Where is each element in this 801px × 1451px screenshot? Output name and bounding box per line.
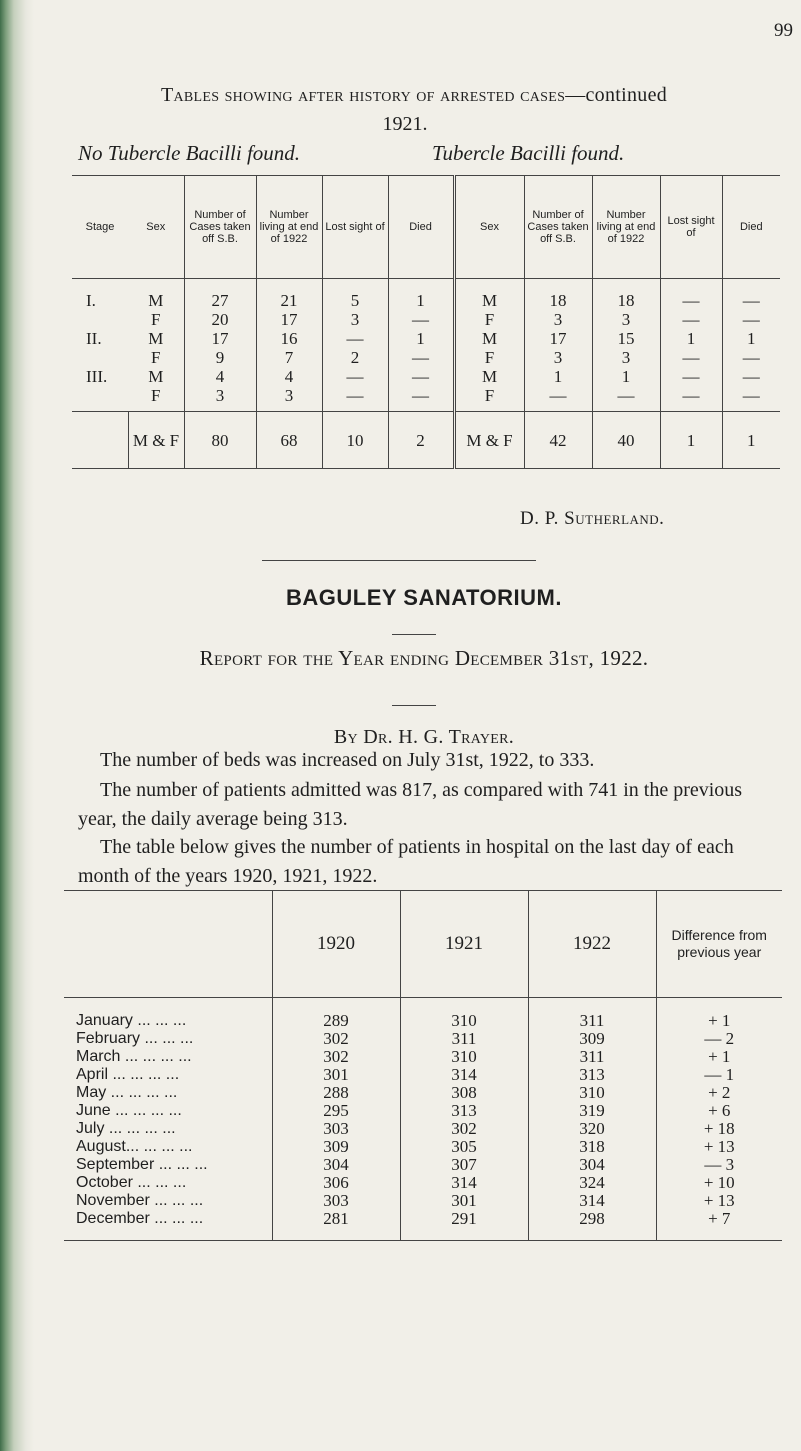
table-cell: 2 bbox=[388, 412, 454, 469]
table-cell: 324 bbox=[528, 1174, 656, 1192]
table-cell: 1 bbox=[592, 367, 660, 386]
table-cell: + 18 bbox=[656, 1120, 782, 1138]
table-cell: 313 bbox=[528, 1066, 656, 1084]
col-header: 1922 bbox=[528, 891, 656, 998]
table-cell: 3 bbox=[184, 386, 256, 412]
table-cell: — bbox=[660, 348, 722, 367]
table-header-row bbox=[72, 176, 780, 279]
table-cell: 301 bbox=[272, 1066, 400, 1084]
month-cell: July ... ... ... ... bbox=[76, 1120, 176, 1137]
table-cell: 303 bbox=[272, 1120, 400, 1138]
table-cell: 4 bbox=[184, 367, 256, 386]
table-cell: 310 bbox=[528, 1084, 656, 1102]
table-cell: II. bbox=[86, 329, 102, 348]
table-cell: 311 bbox=[528, 998, 656, 1031]
table-cell: 1 bbox=[660, 412, 722, 469]
col-header bbox=[64, 891, 272, 998]
table-cell bbox=[72, 386, 128, 412]
table-row bbox=[64, 1174, 782, 1192]
table-cell: 313 bbox=[400, 1102, 528, 1120]
table-cell: + 13 bbox=[656, 1192, 782, 1210]
table-cell: 3 bbox=[592, 348, 660, 367]
table-cell: — 1 bbox=[656, 1066, 782, 1084]
col-header: Difference from previous year bbox=[656, 891, 782, 998]
table-cell: 3 bbox=[524, 310, 592, 329]
table-cell: 40 bbox=[592, 412, 660, 469]
table-cell: — bbox=[660, 367, 722, 386]
table-row bbox=[64, 1192, 782, 1210]
table-cell: 311 bbox=[400, 1030, 528, 1048]
col-header: Sex bbox=[454, 176, 524, 279]
table-cell: 42 bbox=[524, 412, 592, 469]
table-cell: 281 bbox=[272, 1210, 400, 1241]
table-cell: — bbox=[660, 386, 722, 412]
table-cell: III. bbox=[86, 367, 108, 386]
table-cell: 306 bbox=[272, 1174, 400, 1192]
table-cell: — bbox=[524, 386, 592, 412]
table-row bbox=[64, 1102, 782, 1120]
short-divider bbox=[392, 705, 436, 706]
table-cell: — bbox=[722, 348, 780, 367]
table-row bbox=[72, 329, 780, 348]
table-cell: 302 bbox=[272, 1030, 400, 1048]
table-cell: + 7 bbox=[656, 1210, 782, 1241]
table-cell bbox=[72, 348, 128, 367]
month-cell: August... ... ... ... bbox=[76, 1138, 193, 1155]
col-header: 1920 bbox=[272, 891, 400, 998]
table-cell: 20 bbox=[184, 310, 256, 329]
table-cell: — bbox=[722, 367, 780, 386]
col-header: Died bbox=[722, 176, 780, 279]
table-cell: 21 bbox=[256, 279, 322, 311]
month-cell: December ... ... ... bbox=[64, 1210, 272, 1241]
table-cell: 307 bbox=[400, 1156, 528, 1174]
table-cell: M bbox=[454, 279, 524, 311]
table-cell: M & F bbox=[454, 412, 524, 469]
table-cell: + 13 bbox=[656, 1138, 782, 1156]
table-cell: 310 bbox=[400, 998, 528, 1031]
col-header: Number living at end of 1922 bbox=[592, 176, 660, 279]
table-cell: 80 bbox=[184, 412, 256, 469]
table-cell: — bbox=[388, 348, 454, 367]
table-cell: 1 bbox=[388, 329, 454, 348]
table-cell: 314 bbox=[400, 1066, 528, 1084]
paragraph-admissions: The number of patients admitted was 817, as compared with 741 in the previous year, the daily average being 313. bbox=[78, 779, 743, 830]
binding-shadow bbox=[0, 0, 34, 1451]
table-cell: 9 bbox=[184, 348, 256, 367]
month-cell: September ... ... ... bbox=[76, 1156, 208, 1173]
table-row bbox=[72, 310, 780, 329]
table-cell: 291 bbox=[400, 1210, 528, 1241]
table-cell: — bbox=[722, 386, 780, 412]
table-cell: F bbox=[151, 310, 161, 329]
table-cell: 5 bbox=[322, 279, 388, 311]
month-cell: October ... ... ... bbox=[76, 1174, 187, 1191]
table-cell bbox=[72, 412, 128, 469]
table-cell: M bbox=[148, 291, 164, 310]
table-cell: + 1 bbox=[656, 998, 782, 1031]
subtitle-no-bacilli: No Tubercle Bacilli found. bbox=[78, 141, 301, 165]
table-cell: F bbox=[454, 386, 524, 412]
table-cell: 289 bbox=[272, 998, 400, 1031]
table-cell: — bbox=[660, 310, 722, 329]
paragraph-table-intro: The table below gives the number of patients in hospital on the last day of each month of the years 1920, 1921, 1922. bbox=[78, 836, 734, 887]
arrested-cases-table bbox=[72, 175, 780, 469]
month-cell: November ... ... ... bbox=[76, 1192, 204, 1209]
paragraph-beds: The number of beds was increased on July 31st, 1922, to 333. bbox=[100, 749, 595, 771]
month-cell: January ... ... ... bbox=[76, 1012, 187, 1029]
table-cell: — bbox=[322, 386, 388, 412]
month-cell: May ... ... ... ... bbox=[76, 1084, 178, 1101]
table-row bbox=[72, 348, 780, 367]
table-cell: 17 bbox=[256, 310, 322, 329]
table-cell: M bbox=[148, 367, 164, 386]
table-cell: — bbox=[388, 367, 454, 386]
table-cell: — bbox=[322, 367, 388, 386]
table-row bbox=[64, 1210, 782, 1241]
table-cell: 314 bbox=[400, 1174, 528, 1192]
col-header: Number living at end of 1922 bbox=[256, 176, 322, 279]
table-cell: 302 bbox=[400, 1120, 528, 1138]
table-cell: 3 bbox=[592, 310, 660, 329]
table-cell: 3 bbox=[256, 386, 322, 412]
table-cell: 301 bbox=[400, 1192, 528, 1210]
table-cell: F bbox=[151, 348, 161, 367]
table-row bbox=[64, 1066, 782, 1084]
table-year: 1921. bbox=[382, 113, 428, 135]
table-row bbox=[64, 1030, 782, 1048]
table-cell: + 1 bbox=[656, 1048, 782, 1066]
table-cell: 304 bbox=[528, 1156, 656, 1174]
table-total-row bbox=[72, 412, 780, 469]
table-cell: 4 bbox=[256, 367, 322, 386]
table-cell: 18 bbox=[524, 279, 592, 311]
table-cell: 309 bbox=[528, 1030, 656, 1048]
table-cell: 3 bbox=[322, 310, 388, 329]
table-cell: 17 bbox=[524, 329, 592, 348]
month-cell: March ... ... ... ... bbox=[76, 1048, 192, 1065]
table-cell: 295 bbox=[272, 1102, 400, 1120]
col-header: Lost sight of bbox=[660, 176, 722, 279]
table-cell: I. bbox=[86, 291, 96, 310]
month-cell: April ... ... ... ... bbox=[76, 1066, 180, 1083]
table-cell: 310 bbox=[400, 1048, 528, 1066]
table-cell: 308 bbox=[400, 1084, 528, 1102]
monthly-patients-table bbox=[64, 890, 782, 1241]
col-header: Number of Cases taken off S.B. bbox=[184, 176, 256, 279]
table-cell: 314 bbox=[528, 1192, 656, 1210]
signature: D. P. Sutherland. bbox=[520, 508, 665, 529]
short-divider bbox=[392, 634, 436, 635]
page-number: 99 bbox=[774, 20, 793, 41]
table-cell: M & F bbox=[128, 412, 184, 469]
sanatorium-title: BAGULEY SANATORIUM. bbox=[286, 585, 562, 610]
col-header: Died bbox=[388, 176, 454, 279]
col-header: Sex bbox=[128, 176, 184, 279]
table-cell: M bbox=[148, 329, 164, 348]
col-header: Lost sight of bbox=[322, 176, 388, 279]
table-cell: 27 bbox=[184, 279, 256, 311]
table-cell: F bbox=[151, 386, 161, 405]
table-row bbox=[64, 1084, 782, 1102]
table-cell: M bbox=[454, 329, 524, 348]
table-cell: — bbox=[722, 279, 780, 311]
table-row bbox=[72, 367, 780, 386]
table-cell: F bbox=[454, 310, 524, 329]
table-cell: — bbox=[722, 310, 780, 329]
table-cell: F bbox=[454, 348, 524, 367]
table-cell: 3 bbox=[524, 348, 592, 367]
table-cell: 302 bbox=[272, 1048, 400, 1066]
table-cell: 303 bbox=[272, 1192, 400, 1210]
table-cell: 68 bbox=[256, 412, 322, 469]
table-row bbox=[64, 1138, 782, 1156]
report-heading: Report for the Year ending December 31st, 1922. bbox=[199, 646, 649, 670]
col-header: Number of Cases taken off S.B. bbox=[524, 176, 592, 279]
table-cell: + 6 bbox=[656, 1102, 782, 1120]
table-header-row bbox=[64, 891, 782, 998]
table-cell: M bbox=[454, 367, 524, 386]
month-cell: June ... ... ... ... bbox=[76, 1102, 182, 1119]
table-row bbox=[64, 1156, 782, 1174]
table-cell: 298 bbox=[528, 1210, 656, 1241]
title-tail: —continued bbox=[565, 84, 668, 106]
table-cell: 1 bbox=[388, 279, 454, 311]
table-cell: — 3 bbox=[656, 1156, 782, 1174]
subtitle-bacilli: Tubercle Bacilli found. bbox=[432, 141, 625, 165]
table-cell: — bbox=[322, 329, 388, 348]
table-cell: + 2 bbox=[656, 1084, 782, 1102]
table-cell: 309 bbox=[272, 1138, 400, 1156]
table-cell: — bbox=[592, 386, 660, 412]
table-cell: 10 bbox=[322, 412, 388, 469]
table-cell: 320 bbox=[528, 1120, 656, 1138]
table-cell: 2 bbox=[322, 348, 388, 367]
table-row bbox=[72, 386, 780, 412]
table-cell: 311 bbox=[528, 1048, 656, 1066]
table-cell: 1 bbox=[660, 329, 722, 348]
table-cell: 1 bbox=[524, 367, 592, 386]
table-cell: 1 bbox=[722, 329, 780, 348]
table-row bbox=[72, 279, 780, 311]
table-cell: 7 bbox=[256, 348, 322, 367]
table-cell: — 2 bbox=[656, 1030, 782, 1048]
title-lead: Tables showing after history of arrested cases bbox=[160, 84, 566, 106]
table-cell: 18 bbox=[592, 279, 660, 311]
month-cell: February ... ... ... bbox=[76, 1030, 194, 1047]
table-cell: 318 bbox=[528, 1138, 656, 1156]
page-title bbox=[64, 84, 764, 107]
author-line: By Dr. H. G. Trayer. bbox=[333, 726, 515, 748]
table-cell: 15 bbox=[592, 329, 660, 348]
table-cell: — bbox=[388, 310, 454, 329]
table-cell: 304 bbox=[272, 1156, 400, 1174]
table-row bbox=[64, 1120, 782, 1138]
table-cell: + 10 bbox=[656, 1174, 782, 1192]
table-cell: 16 bbox=[256, 329, 322, 348]
table-cell: 319 bbox=[528, 1102, 656, 1120]
col-header: Stage bbox=[72, 176, 128, 279]
section-divider bbox=[262, 560, 536, 561]
table-cell: 1 bbox=[722, 412, 780, 469]
col-header: 1921 bbox=[400, 891, 528, 998]
table-cell: — bbox=[660, 279, 722, 311]
table-cell: 17 bbox=[184, 329, 256, 348]
table-cell: 288 bbox=[272, 1084, 400, 1102]
table-cell bbox=[72, 310, 128, 329]
table-cell: 305 bbox=[400, 1138, 528, 1156]
table-row bbox=[64, 998, 782, 1031]
table-cell: — bbox=[388, 386, 454, 412]
table-row bbox=[64, 1048, 782, 1066]
